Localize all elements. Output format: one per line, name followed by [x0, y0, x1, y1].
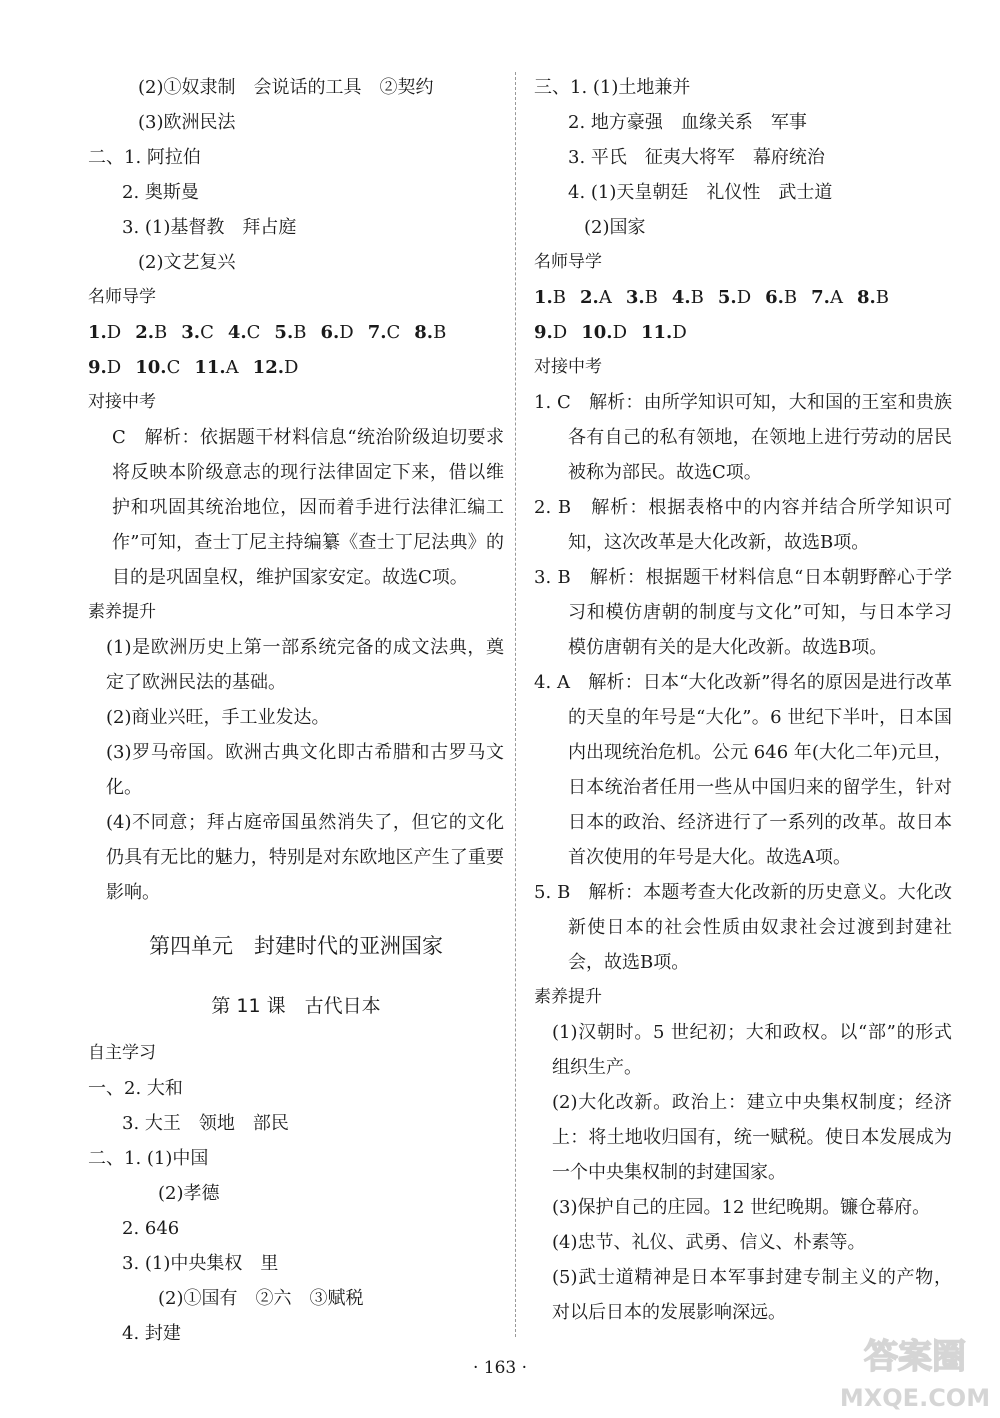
answer-letter: A — [598, 287, 612, 308]
answer-letter: B — [644, 287, 658, 308]
answer-letter: B — [783, 287, 798, 308]
left-column — [88, 70, 504, 1351]
answer-line: 3. (1)中央集权 里 — [122, 1253, 279, 1274]
answer-line: 2. 646 — [122, 1218, 180, 1239]
question-number: 5. — [717, 287, 737, 308]
answer-item — [274, 315, 306, 350]
answer-letter: B — [552, 287, 567, 308]
question-number: 4. — [227, 322, 247, 343]
section-heading-mingshi: 名师导学 — [88, 287, 156, 307]
suyang-item: (1)汉朝时。5 世纪初；大和政权。以“部”的形式组织生产。 — [552, 1022, 952, 1078]
analysis-item: 3. B 解析：根据题干材料信息“日本朝野醉心于学习和模仿唐朝的制度与文化”可知，与日本学习模仿唐朝有关的是大化改新。故选B项。 — [534, 567, 952, 658]
analysis-item: 2. B 解析：根据表格中的内容并结合所学知识可知，这次改革是大化改新，故选B项。 — [534, 497, 952, 553]
answer-letter: D — [339, 322, 354, 343]
watermark-logo — [830, 1318, 1000, 1418]
section-heading-suyang: 素养提升 — [88, 602, 156, 622]
answer-row — [88, 315, 504, 350]
lesson-title: 第 11 课 古代日本 — [211, 995, 381, 1017]
question-number: 3. — [181, 322, 201, 343]
question-number: 7. — [811, 287, 830, 308]
question-number: 8. — [856, 287, 876, 308]
answer-letter: A — [829, 287, 843, 308]
answer-item — [765, 280, 797, 315]
suyang-list — [534, 1015, 952, 1330]
question-number: 8. — [414, 322, 434, 343]
answer-letter: D — [284, 357, 299, 378]
answer-item — [320, 315, 353, 350]
question-number: 9. — [88, 357, 107, 378]
answer-item — [88, 315, 121, 350]
analysis-item: 1. C 解析：由所学知识可知，大和国的王室和贵族各有自己的私有领地，在领地上进行劳动的居民被称为部民。故选C项。 — [534, 392, 952, 483]
answer-line: 4. (1)天皇朝廷 礼仪性 武士道 — [568, 182, 833, 203]
answer-letter: C — [200, 322, 214, 343]
question-number: 10. — [581, 322, 613, 343]
answer-item — [194, 350, 238, 385]
answer-item — [135, 350, 180, 385]
question-number: 2. — [580, 287, 599, 308]
answer-item — [228, 315, 261, 350]
answer-item — [641, 315, 687, 350]
answer-item — [672, 280, 704, 315]
answer-line: 一、2. 大和 — [88, 1078, 183, 1099]
answer-item — [857, 280, 889, 315]
answer-item — [534, 315, 567, 350]
answer-letter: C — [386, 322, 401, 343]
answer-line: 2. 地方豪强 血缘关系 军事 — [568, 112, 807, 133]
question-number: 4. — [671, 287, 691, 308]
suyang-item: (3)罗马帝国。欧洲古典文化即古希腊和古罗马文化。 — [106, 742, 504, 798]
answer-line: (2)国家 — [584, 217, 646, 238]
suyang-item: (5)武士道精神是日本军事封建专制主义的产物，对以后日本的发展影响深远。 — [552, 1267, 952, 1323]
answer-line: 3. 平氏 征夷大将军 幕府统治 — [568, 147, 825, 168]
suyang-item: (2)商业兴旺，手工业发达。 — [106, 707, 330, 728]
analysis-paragraph: C 解析：依据题干材料信息“统治阶级迫切要求将反映本阶级意志的现行法律固定下来，借以维护和巩固其统治地位，因而着手进行法律汇编工作”可知，查士丁尼主持编纂《查士丁尼法典》的目的是巩固皇权，维护国家安定。故选C项。 — [112, 427, 504, 588]
answer-item — [626, 280, 658, 315]
question-number: 9. — [534, 322, 553, 343]
answer-line: 二、1. (1)中国 — [88, 1148, 209, 1169]
answer-row — [534, 315, 952, 350]
answer-item — [135, 315, 167, 350]
question-number: 3. — [625, 287, 645, 308]
right-column — [534, 70, 952, 1330]
answer-line: (3)欧洲民法 — [138, 112, 236, 133]
answer-line: (2)①国有 ②六 ③赋税 — [158, 1288, 364, 1309]
answer-row — [88, 350, 504, 385]
answer-line: 三、1. (1)土地兼并 — [534, 77, 691, 98]
answer-line: (2)文艺复兴 — [138, 252, 236, 273]
question-number: 6. — [320, 322, 340, 343]
answer-item — [534, 280, 566, 315]
answer-letter: A — [225, 357, 239, 378]
question-number: 5. — [274, 322, 294, 343]
suyang-item: (1)是欧洲历史上第一部系统完备的成文法典，奠定了欧洲民法的基础。 — [106, 637, 504, 693]
answer-letter: C — [166, 357, 181, 378]
suyang-list — [88, 630, 504, 910]
answer-letter: D — [736, 287, 752, 308]
answer-item — [580, 280, 612, 315]
section-heading-zizhu: 自主学习 — [88, 1043, 156, 1063]
answer-line — [88, 140, 504, 175]
suyang-item: (3)保护自己的庄园。12 世纪晚期。镰仓幕府。 — [552, 1197, 931, 1218]
answer-item — [88, 350, 121, 385]
answer-letter: B — [690, 287, 704, 308]
answer-letter: C — [246, 322, 261, 343]
answer-line: (2)①奴隶制 会说话的工具 ②契约 — [138, 77, 434, 98]
question-number: 1. — [88, 322, 107, 343]
answer-line: 3. 大王 领地 部民 — [122, 1113, 289, 1134]
answer-line: (2)孝德 — [158, 1183, 220, 1204]
answer-item — [811, 280, 843, 315]
answer-line: 3. (1)基督教 拜占庭 — [122, 217, 297, 238]
answer-letter: D — [552, 322, 568, 343]
suyang-item: (2)大化改新。政治上：建立中央集权制度；经济上：将土地收归国有，统一赋税。使日本发展成为一个中央集权制的封建国家。 — [552, 1092, 952, 1183]
section-marker: 二、 — [88, 147, 124, 168]
answer-letter: D — [106, 322, 122, 343]
question-number: 1. — [534, 287, 553, 308]
question-number: 11. — [641, 322, 673, 343]
section-heading-duijie: 对接中考 — [534, 357, 602, 377]
answer-item — [718, 280, 751, 315]
question-number: 10. — [135, 357, 167, 378]
answer-item — [253, 350, 299, 385]
svg-text:MXQE.COM: MXQE.COM — [839, 1384, 991, 1412]
unit-title: 第四单元 封建时代的亚洲国家 — [149, 934, 443, 958]
analysis-item: 4. A 解析：日本“大化改新”得名的原因是进行改革的天皇的年号是“大化”。6 世纪下半叶，日本国内出现统治危机。公元 646 年(大化二年)元旦，日本统治者任用一些从中国归来的留学生，针对日本的政治、经济进行了一系列的改革。故日本首次使用的年号是大化。故选A项。 — [534, 672, 952, 868]
section-heading-duijie: 对接中考 — [88, 392, 156, 412]
answer-row — [534, 280, 952, 315]
answer-item — [581, 315, 627, 350]
section-heading-suyang: 素养提升 — [534, 987, 602, 1007]
answer-letter: B — [875, 287, 889, 308]
question-number: 11. — [194, 357, 226, 378]
answer-text: 1. 阿拉伯 — [124, 147, 201, 168]
answer-letter: B — [433, 322, 447, 343]
section-heading-mingshi: 名师导学 — [534, 252, 602, 272]
suyang-item: (4)不同意；拜占庭帝国虽然消失了，但它的文化仍具有无比的魅力，特别是对东欧地区产生了重要影响。 — [106, 812, 504, 903]
column-divider — [515, 72, 516, 1337]
answer-letter: D — [612, 322, 627, 343]
answer-letter: B — [154, 322, 168, 343]
duijie-list — [534, 385, 952, 980]
answer-letter: B — [293, 322, 307, 343]
suyang-item: (4)忠节、礼仪、武勇、信义、朴素等。 — [552, 1232, 866, 1253]
answer-line: 2. 奥斯曼 — [122, 182, 199, 203]
answer-letter: D — [106, 357, 122, 378]
answer-line: 4. 封建 — [122, 1323, 181, 1344]
question-number: 7. — [367, 322, 387, 343]
answer-letter: D — [672, 322, 687, 343]
page-number: · 163 · — [472, 1358, 528, 1378]
analysis-item: 5. B 解析：本题考查大化改新的历史意义。大化改新使日本的社会性质由奴隶社会过渡到封建社会，故选B项。 — [534, 882, 952, 973]
question-number: 6. — [765, 287, 784, 308]
question-number: 2. — [135, 322, 155, 343]
answer-item — [414, 315, 446, 350]
answer-item — [368, 315, 401, 350]
answer-item — [181, 315, 214, 350]
question-number: 12. — [252, 357, 284, 378]
svg-text:答案圈: 答案圈 — [864, 1337, 966, 1377]
